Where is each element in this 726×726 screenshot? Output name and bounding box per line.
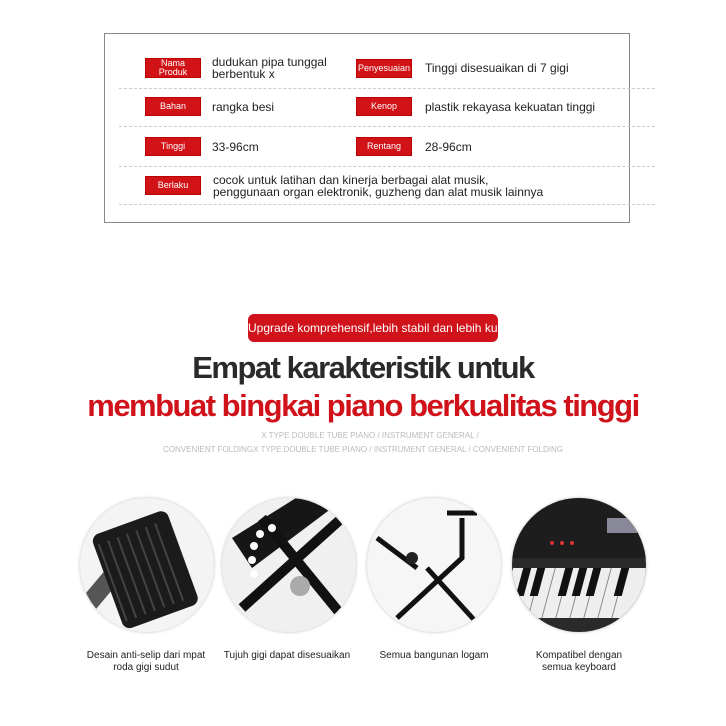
headline-primary: Empat karakteristik untuk	[192, 350, 534, 385]
spec-value: Tinggi disesuaikan di 7 gigi	[425, 61, 569, 75]
feature-image-anti-slip	[80, 498, 214, 632]
feature-caption: Desain anti-selip dari mpat roda gigi sudut	[86, 650, 206, 673]
spec-value: cocok untuk latihan dan kinerja berbagai alat musik, penggunaan organ elektronik, guzheng dan alat musik lainnya	[213, 173, 544, 199]
spec-label: Bahan	[145, 97, 201, 116]
subline: CONVENIENT FOLDINGX TYPE DOUBLE TUBE PIANO / INSTRUMENT GENERAL / CONVENIENT FOLDING	[163, 445, 563, 454]
feature-caption: Kompatibel dengan semua keyboard	[535, 650, 623, 673]
spec-table	[104, 33, 630, 223]
feature-image-gears	[222, 498, 356, 632]
spec-value: rangka besi	[212, 100, 275, 114]
banner-pill: Upgrade komprehensif,lebih stabil dan lebih kuat	[248, 314, 498, 342]
feature-image-keyboard	[512, 498, 646, 632]
spec-label: Nama Produk	[145, 58, 201, 78]
spec-value: 28-96cm	[425, 140, 472, 154]
feature-image-metal	[367, 498, 501, 632]
spec-label: Rentang	[356, 137, 412, 156]
spec-value: dudukan pipa tunggal berbentuk x	[212, 55, 327, 81]
spec-value: plastik rekayasa kekuatan tinggi	[425, 100, 596, 114]
feature-caption: Semua bangunan logam	[379, 650, 489, 661]
spec-value: 33-96cm	[212, 140, 259, 154]
spec-label: Tinggi	[145, 137, 201, 156]
headline-secondary: membuat bingkai piano berkualitas tinggi	[87, 388, 639, 423]
spec-label: Kenop	[356, 97, 412, 116]
spec-label: Penyesuaian	[356, 59, 412, 78]
spec-label: Berlaku	[145, 176, 201, 195]
subline: X TYPE DOUBLE TUBE PIANO / INSTRUMENT GENERAL /	[261, 431, 479, 440]
feature-caption: Tujuh gigi dapat disesuaikan	[223, 650, 351, 661]
